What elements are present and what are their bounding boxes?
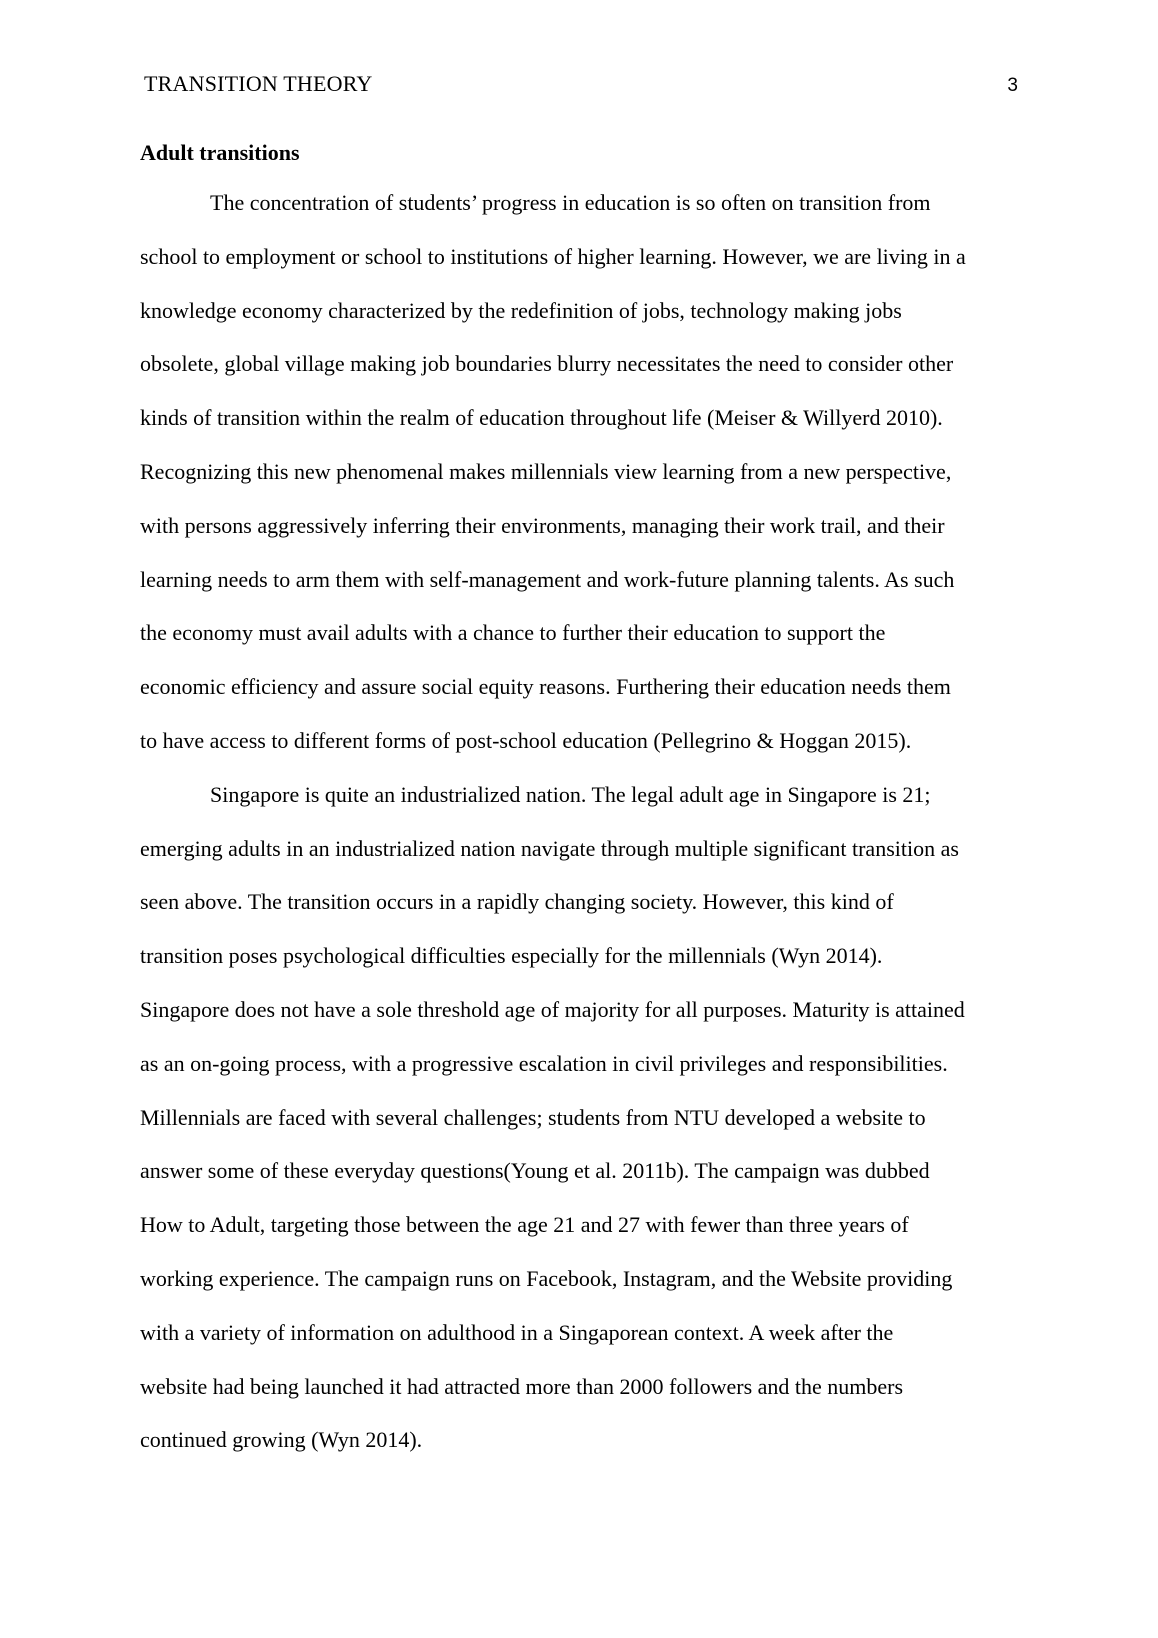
paragraph-2-line: website had being launched it had attracted more than 2000 followers and the numbers (140, 1373, 904, 1399)
paragraph-2-line: Singapore is quite an industrialized nation. The legal adult age in Singapore is 21; (210, 781, 931, 807)
paragraph-2-line: continued growing (Wyn 2014). (140, 1427, 423, 1453)
running-head: TRANSITION THEORY (144, 71, 373, 96)
paragraph-1-line: the economy must avail adults with a chance to further their education to support the (140, 620, 886, 646)
paragraph-1-line: to have access to different forms of post-school education (Pellegrino & Hoggan 2015). (140, 727, 912, 753)
paragraph-1-line: school to employment or school to institutions of higher learning. However, we are living in a (140, 243, 966, 269)
paragraph-1-line: economic efficiency and assure social equity reasons. Furthering their education needs them (140, 674, 951, 700)
paragraph-2-line: Singapore does not have a sole threshold age of majority for all purposes. Maturity is attained (140, 996, 965, 1022)
paragraph-1-line: The concentration of students’ progress in education is so often on transition from (210, 190, 931, 215)
paragraph-2-line: as an on-going process, with a progressive escalation in civil privileges and responsibilities. (140, 1050, 948, 1076)
paragraph-2-line: working experience. The campaign runs on Facebook, Instagram, and the Website providing (140, 1265, 953, 1291)
paragraph-1-line: learning needs to arm them with self-management and work-future planning talents. As such (140, 566, 955, 592)
paragraph-2-line: answer some of these everyday questions(Young et al. 2011b). The campaign was dubbed (140, 1158, 930, 1184)
paragraph-1-line: kinds of transition within the realm of education throughout life (Meiser & Willyerd 2010). (140, 405, 943, 431)
paragraph-1-line: knowledge economy characterized by the redefinition of jobs, technology making jobs (140, 297, 902, 323)
paragraph-1-line: Recognizing this new phenomenal makes millennials view learning from a new perspective, (140, 458, 952, 484)
paragraph-2-line: transition poses psychological difficulties especially for the millennials (Wyn 2014). (140, 943, 883, 969)
paragraph-2-line: Millennials are faced with several challenges; students from NTU developed a website to (140, 1104, 926, 1130)
paragraph-2-line: seen above. The transition occurs in a rapidly changing society. However, this kind of (140, 889, 894, 915)
paragraph-2-line: emerging adults in an industrialized nation navigate through multiple significant transition as (140, 835, 959, 861)
paragraph-1-line: obsolete, global village making job boundaries blurry necessitates the need to consider other (140, 351, 954, 377)
paragraph-2-line: with a variety of information on adulthood in a Singaporean context. A week after the (140, 1319, 894, 1345)
paragraph-2-line: How to Adult, targeting those between the age 21 and 27 with fewer than three years of (140, 1212, 909, 1238)
page-number: 3 (1007, 75, 1018, 96)
paragraph-1-line: with persons aggressively inferring their environments, managing their work trail, and their (140, 512, 945, 538)
section-heading: Adult transitions (140, 140, 300, 165)
body-text (140, 188, 1020, 1479)
